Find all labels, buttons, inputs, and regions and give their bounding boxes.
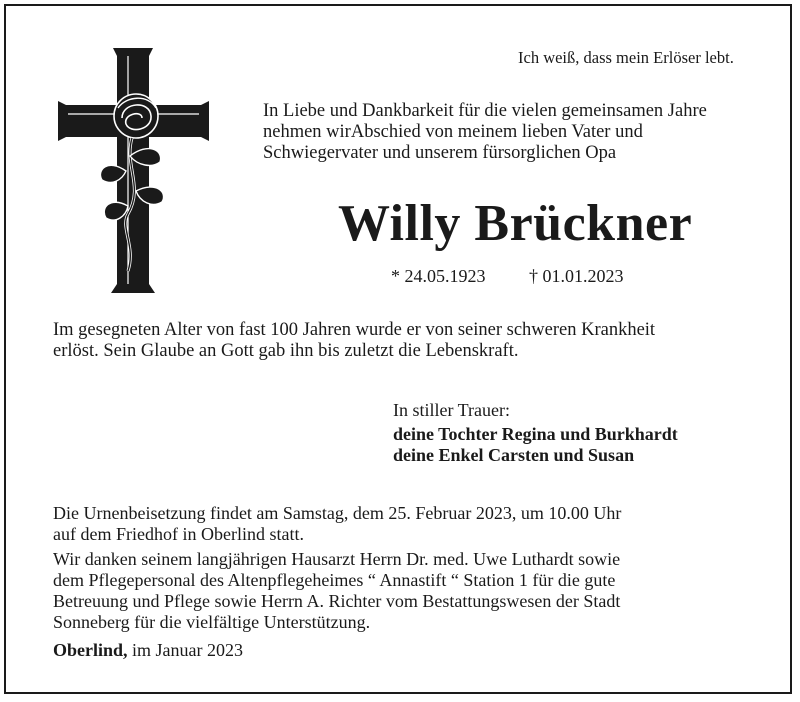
birth-date: * 24.05.1923 — [391, 266, 486, 286]
thanks-line: dem Pflegepersonal des Altenpflegeheimes “ Annastift “ Station 1 für die gute — [53, 570, 616, 590]
place-name: Oberlind, — [53, 640, 128, 660]
motto-text: Ich weiß, dass mein Erlöser lebt. — [518, 48, 734, 67]
mourners-list — [393, 424, 678, 466]
intro-line: Schwiegervater und unserem fürsorglichen Opa — [263, 143, 617, 163]
burial-line: Die Urnenbeisetzung findet am Samstag, dem 25. Februar 2023, um 10.00 Uhr — [53, 503, 622, 523]
obituary-notice — [4, 4, 792, 694]
place-and-date — [53, 640, 243, 661]
paragraph-line: erlöst. Sein Glaube an Gott gab ihn bis zuletzt die Lebenskraft. — [53, 341, 519, 361]
thanks-line: Wir danken seinem langjährigen Hausarzt Herrn Dr. med. Uwe Luthardt sowie — [53, 549, 621, 569]
intro-text — [263, 101, 707, 164]
life-paragraph — [53, 320, 655, 362]
date-text: im Januar 2023 — [127, 640, 243, 660]
death-date: † 01.01.2023 — [529, 266, 624, 286]
burial-line: auf dem Friedhof in Oberlind statt. — [53, 524, 304, 544]
thanks-line: Sonneberg für die vielfältige Unterstützung. — [53, 612, 371, 632]
mourning-label: In stiller Trauer: — [393, 400, 510, 420]
paragraph-line: Im gesegneten Alter von fast 100 Jahren wurde er von seiner schweren Krankheit — [53, 320, 656, 340]
cross-with-rose-icon — [56, 46, 211, 296]
thanks-paragraph — [53, 549, 620, 633]
mourner-line: deine Tochter Regina und Burkhardt — [393, 424, 678, 444]
intro-line: In Liebe und Dankbarkeit für die vielen gemeinsamen Jahre — [263, 101, 707, 121]
deceased-name: Willy Brückner — [338, 195, 693, 252]
thanks-line: Betreuung und Pflege sowie Herrn A. Richter vom Bestattungswesen der Stadt — [53, 591, 621, 611]
burial-info — [53, 503, 621, 545]
intro-line: nehmen wirAbschied von meinem lieben Vater und — [263, 122, 643, 142]
mourner-line: deine Enkel Carsten und Susan — [393, 445, 635, 465]
